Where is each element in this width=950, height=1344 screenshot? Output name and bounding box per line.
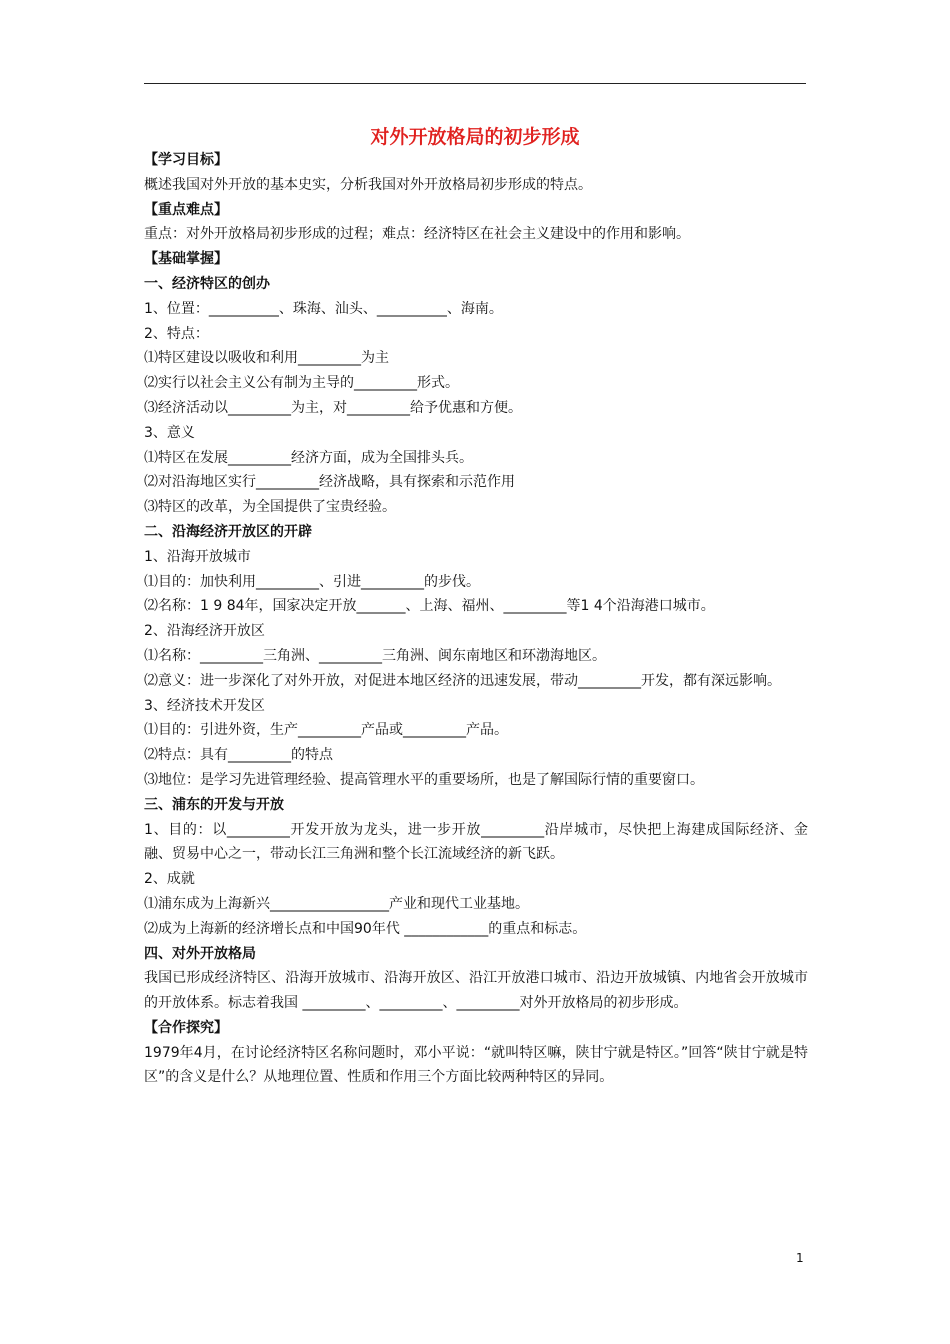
text-line: 1979年4月，在讨论经济特区名称问题时，邓小平说：“就叫特区嘛，陕甘宁就是特区。”回答“陕甘宁就是特区”的含义是什么？从地理位置、性质和作用三个方面比较两种特区的异同。 <box>144 1044 808 1086</box>
header-rule <box>144 83 806 84</box>
text-line: 2、特点： <box>144 325 209 342</box>
text-line: 我国已形成经济特区、沿海开放城市、沿海开放区、沿江开放港口城市、沿边开放城镇、内地省会开放城市的开放体系。标志着我国 _________、_________、_________对外开放格局的初步形成。 <box>144 970 808 1012</box>
text-line: ⑴浦东成为上海新兴_________________产业和现代工业基地。 <box>144 895 529 912</box>
text-line: ⑶地位：是学习先进管理经验、提高管理水平的重要场所，也是了解国际行情的重要窗口。 <box>144 771 704 788</box>
text-line: 3、意义 <box>144 424 195 441</box>
page-number: 1 <box>796 1251 804 1265</box>
text-line: 重点：对外开放格局初步形成的过程；难点：经济特区在社会主义建设中的作用和影响。 <box>144 226 690 243</box>
section-heading: 【合作探究】 <box>144 1019 228 1036</box>
document-body <box>144 148 808 1090</box>
text-line: ⑴特区在发展_________经济方面，成为全国排头兵。 <box>144 449 473 466</box>
text-line: 1、目的：以_________开发开放为龙头，进一步开放_________沿岸城市，尽快把上海建成国际经济、金融、贸易中心之一，带动长江三角洲和整个长江流域经济的新飞跃。 <box>144 821 808 863</box>
text-line: ⑴特区建设以吸收和利用_________为主 <box>144 350 389 367</box>
section-heading: 【基础掌握】 <box>144 251 228 268</box>
section-heading: 【学习目标】 <box>144 152 228 168</box>
text-line: 2、成就 <box>144 871 195 888</box>
section-heading: 二、沿海经济开放区的开辟 <box>144 523 312 540</box>
text-line: ⑵成为上海新的经济增长点和中国90年代 ____________的重点和标志。 <box>144 920 587 937</box>
text-line: ⑶经济活动以_________为主，对_________给予优惠和方便。 <box>144 399 522 416</box>
text-line: ⑵名称：1 9 84年，国家决定开放_______、上海、福州、_________等1 4个沿海港口城市。 <box>144 598 715 615</box>
text-line: 3、经济技术开发区 <box>144 697 265 714</box>
text-line: ⑵特点：具有_________的特点 <box>144 747 333 764</box>
text-line: ⑴名称：_________三角洲、_________三角洲、闽东南地区和环渤海地区。 <box>144 647 606 664</box>
section-heading: 四、对外开放格局 <box>144 945 256 962</box>
section-heading: 三、浦东的开发与开放 <box>144 796 284 813</box>
section-heading: 【重点难点】 <box>144 201 228 218</box>
text-line: ⑶特区的改革，为全国提供了宝贵经验。 <box>144 499 396 516</box>
section-heading: 一、经济特区的创办 <box>144 275 270 292</box>
text-line: ⑵意义：进一步深化了对外开放，对促进本地区经济的迅速发展，带动_________开发，都有深远影响。 <box>144 672 781 689</box>
text-line: ⑴目的：加快利用_________、引进_________的步伐。 <box>144 573 480 590</box>
text-line: ⑴目的：引进外资，生产_________产品或_________产品。 <box>144 722 508 739</box>
text-line: 概述我国对外开放的基本史实，分析我国对外开放格局初步形成的特点。 <box>144 176 592 193</box>
page-title: 对外开放格局的初步形成 <box>370 126 580 148</box>
text-line: 1、沿海开放城市 <box>144 548 251 565</box>
text-line: 2、沿海经济开放区 <box>144 623 265 640</box>
text-line: ⑵对沿海地区实行_________经济战略，具有探索和示范作用 <box>144 474 515 491</box>
text-line: ⑵实行以社会主义公有制为主导的_________形式。 <box>144 375 459 392</box>
text-line: 1、位置：__________、珠海、汕头、__________、海南。 <box>144 300 503 317</box>
